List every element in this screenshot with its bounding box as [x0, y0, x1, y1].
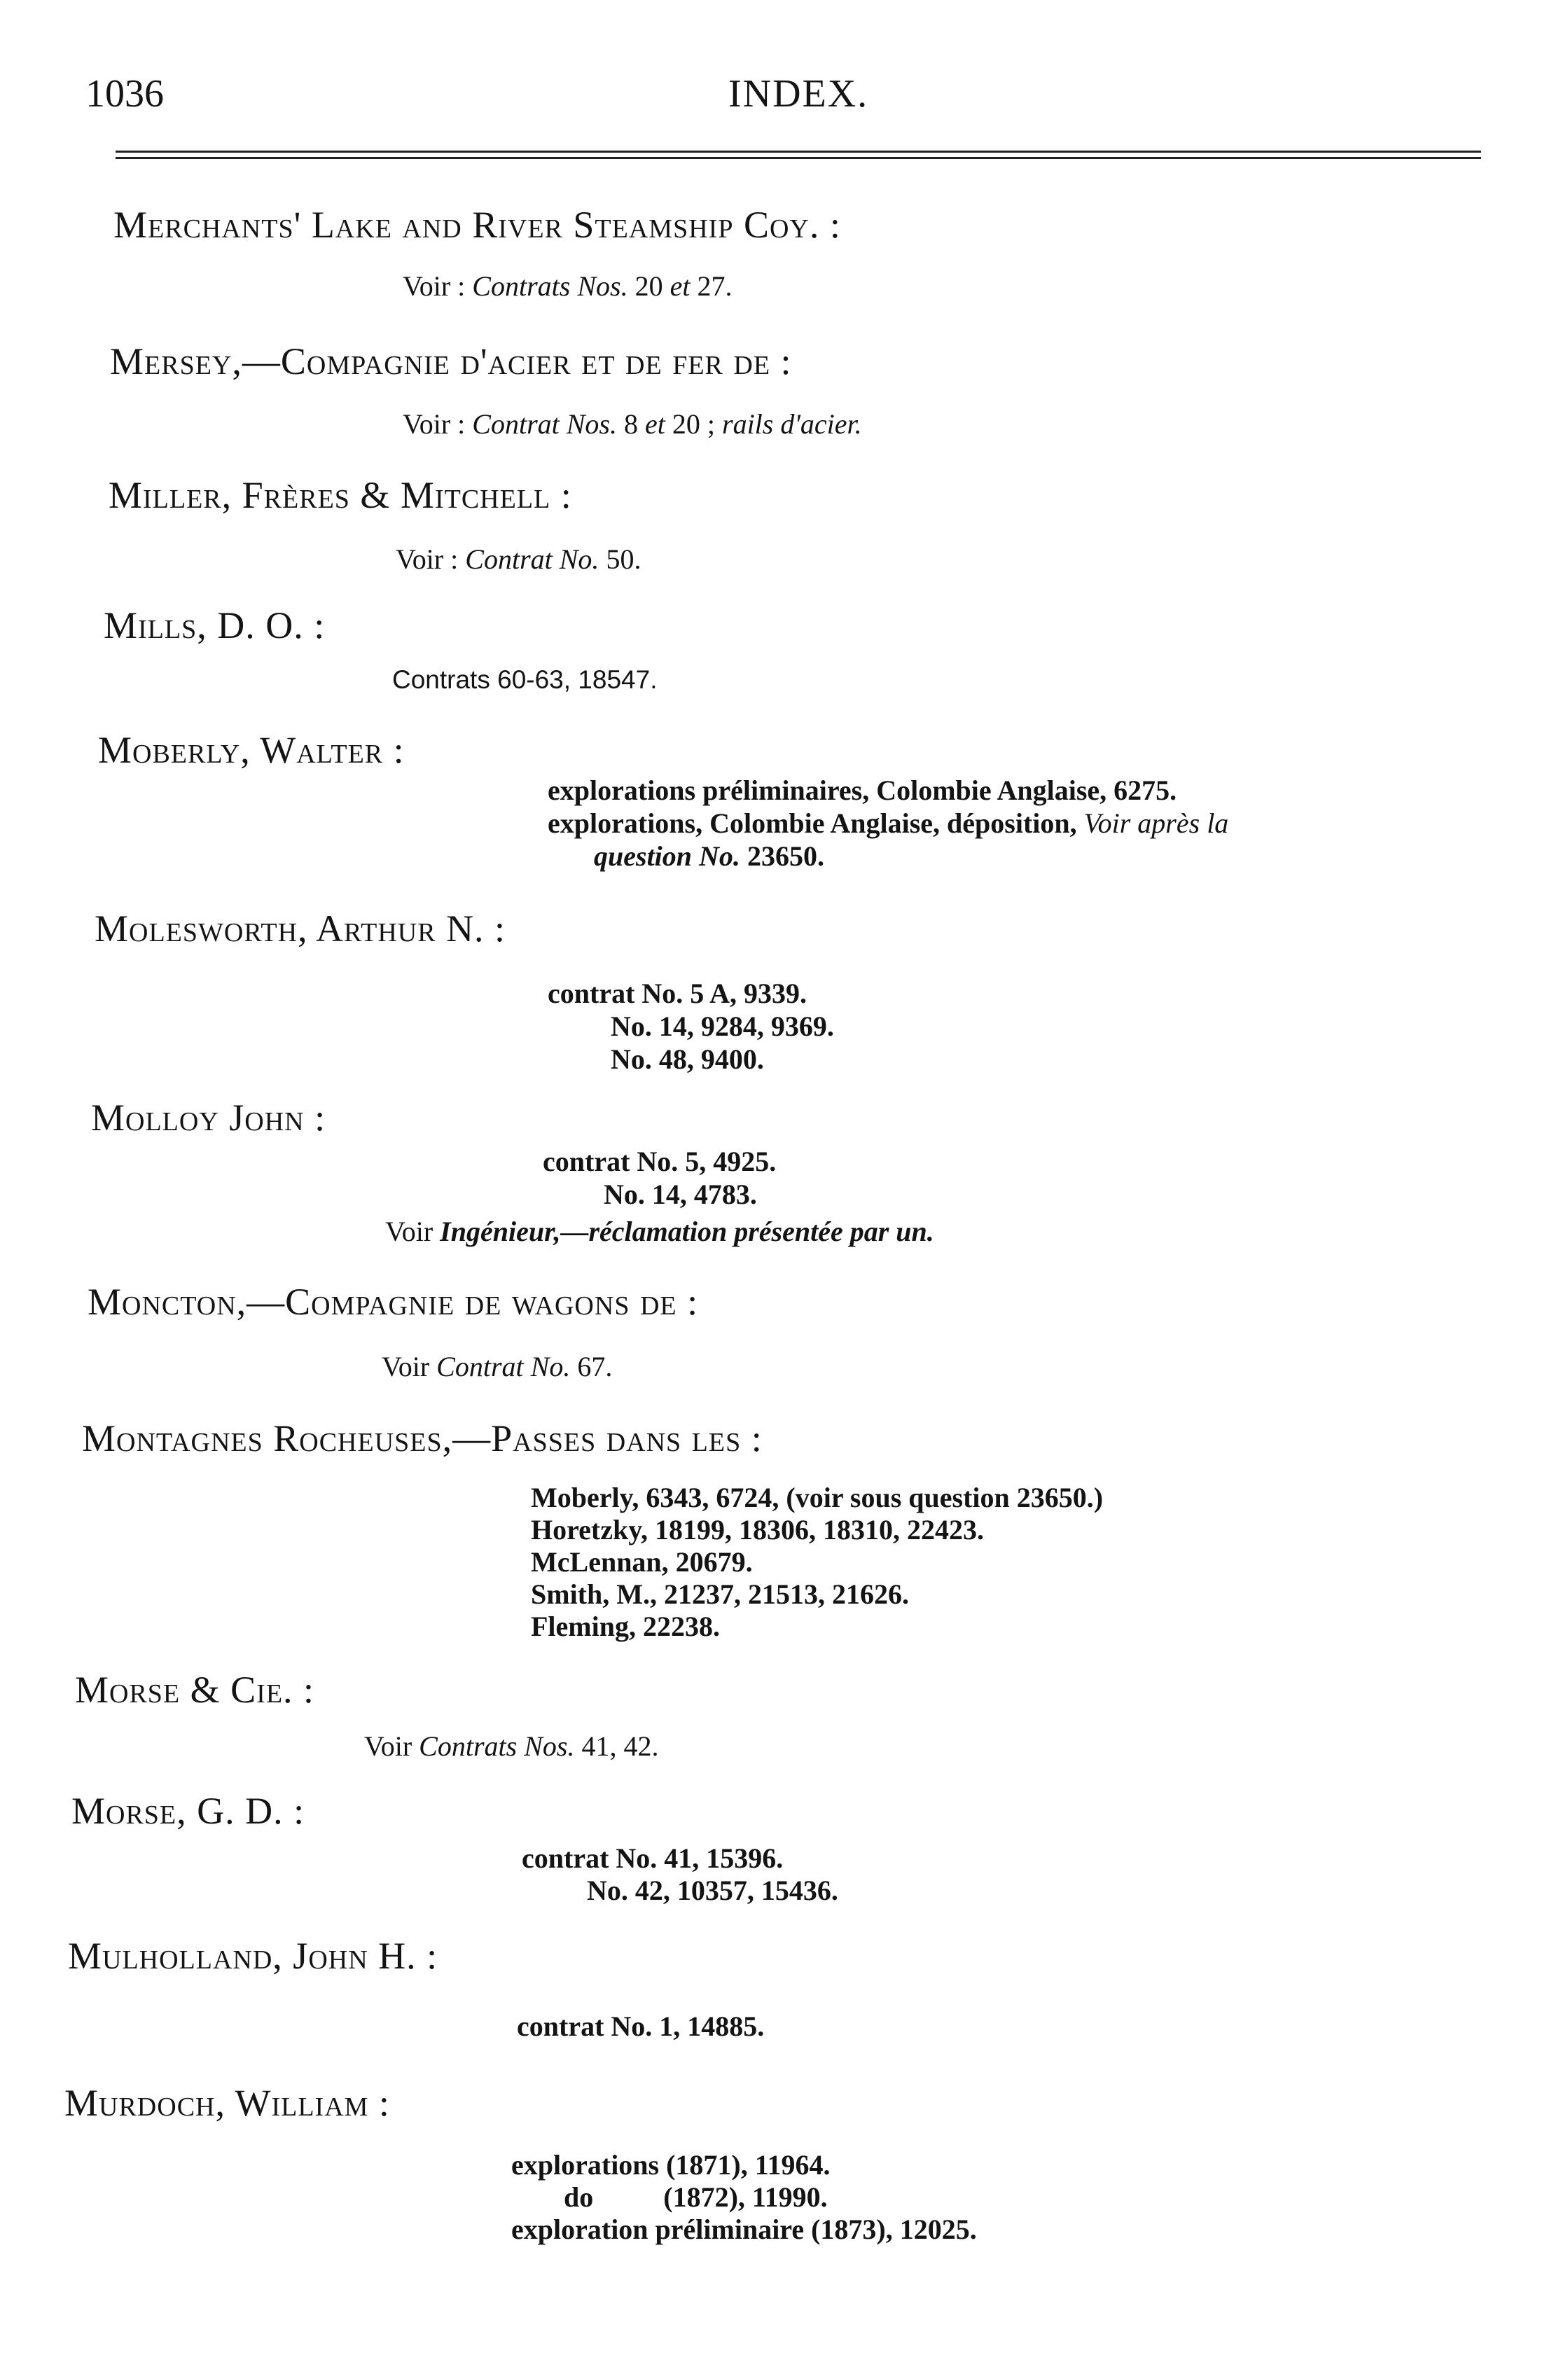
entry-heading-mersey: Mersey,—Compagnie d'acier et de fer de : — [110, 340, 792, 382]
entry-line: contrat No. 5 A, 9339. — [548, 978, 807, 1009]
entry-line: do (1872), 11990. — [564, 2181, 828, 2213]
entry-line — [364, 1730, 658, 1763]
entry-line — [403, 408, 862, 440]
line-text: explorations, Colombie Anglaise, déposition, — [548, 807, 1084, 839]
entry-line: No. 42, 10357, 15436. — [587, 1875, 838, 1906]
entry-heading-molloy: Molloy John : — [91, 1097, 326, 1139]
page-header — [0, 0, 1568, 168]
entry-line: McLennan, 20679. — [531, 1546, 753, 1578]
entry-line: explorations préliminaires, Colombie Anglaise, 6275. — [548, 774, 1177, 806]
entry-line: No. 14, 9284, 9369. — [611, 1010, 834, 1042]
line-text: 50. — [599, 543, 641, 575]
entry-line: explorations (1871), 11964. — [511, 2149, 831, 2181]
line-italic: Voir après la — [1083, 807, 1229, 839]
line-italic: Ingénieur,—réclamation présentée par un. — [440, 1216, 934, 1247]
line-italic: Contrat No. — [465, 543, 599, 575]
entry-line: Contrats 60-63, 18547. — [392, 665, 658, 694]
line-text: Voir — [385, 1216, 440, 1247]
line-text: 41, 42. — [574, 1730, 659, 1762]
line-text: Voir — [382, 1351, 437, 1382]
line-text: Voir — [364, 1730, 419, 1762]
line-text: Voir : — [403, 270, 473, 302]
entry-line — [403, 270, 732, 303]
entry-heading-morse-gd: Morse, G. D. : — [71, 1790, 305, 1832]
page-title: INDEX. — [728, 72, 869, 116]
entry-line — [594, 840, 824, 873]
line-text: Voir : — [403, 408, 473, 440]
entry-line: contrat No. 41, 15396. — [522, 1842, 784, 1874]
entry-line — [385, 1215, 934, 1248]
line-text: 8 — [617, 408, 645, 440]
entry-line: Horetzky, 18199, 18306, 18310, 22423. — [531, 1514, 985, 1545]
line-italic: Contrats Nos. — [419, 1730, 575, 1762]
entry-line: contrat No. 5, 4925. — [543, 1146, 777, 1177]
line-text: 23650. — [740, 840, 824, 872]
line-text: Voir : — [396, 543, 466, 575]
entry-heading-merchants: Merchants' Lake and River Steamship Coy. : — [113, 204, 841, 246]
line-italic: Contrats Nos. — [472, 270, 628, 302]
entry-heading-murdoch: Murdoch, William : — [64, 2082, 390, 2124]
entry-heading-mills: Mills, D. O. : — [104, 604, 326, 646]
line-italic: Contrat No. — [436, 1351, 571, 1382]
line-text: 27. — [690, 270, 733, 302]
line-text: 67. — [570, 1351, 613, 1382]
entry-line: exploration préliminaire (1873), 12025. — [511, 2214, 977, 2245]
line-text: 20 — [627, 270, 670, 302]
line-italic: et — [645, 408, 665, 440]
entry-line: Fleming, 22238. — [531, 1611, 720, 1642]
line-italic: et — [669, 270, 691, 302]
entry-heading-miller: Miller, Frères & Mitchell : — [109, 474, 572, 516]
line-italic: rails d'acier. — [722, 408, 862, 440]
line-italic: Contrat Nos. — [472, 408, 617, 440]
entry-heading-morse-cie: Morse & Cie. : — [75, 1669, 315, 1711]
entry-heading-molesworth: Molesworth, Arthur N. : — [95, 908, 506, 950]
entry-line: Smith, M., 21237, 21513, 21626. — [531, 1578, 909, 1610]
entry-heading-montagnes: Montagnes Rocheuses,—Passes dans les : — [82, 1417, 763, 1459]
entry-line: No. 14, 4783. — [604, 1179, 757, 1210]
entry-line — [382, 1350, 612, 1383]
entry-heading-mulholland: Mulholland, John H. : — [68, 1935, 438, 1977]
entry-line: contrat No. 1, 14885. — [517, 2010, 765, 2042]
line-italic: question No. — [594, 840, 740, 872]
entry-heading-moberly: Moberly, Walter : — [98, 729, 405, 771]
header-rule — [116, 151, 1481, 159]
entry-line: Moberly, 6343, 6724, (voir sous question 23650.) — [531, 1482, 1104, 1513]
line-text: 20 ; — [665, 408, 722, 440]
entry-line — [396, 543, 641, 576]
entry-line — [548, 807, 1228, 840]
entry-line: No. 48, 9400. — [611, 1043, 764, 1075]
page-number: 1036 — [85, 72, 164, 116]
entry-heading-moncton: Moncton,—Compagnie de wagons de : — [88, 1281, 699, 1323]
